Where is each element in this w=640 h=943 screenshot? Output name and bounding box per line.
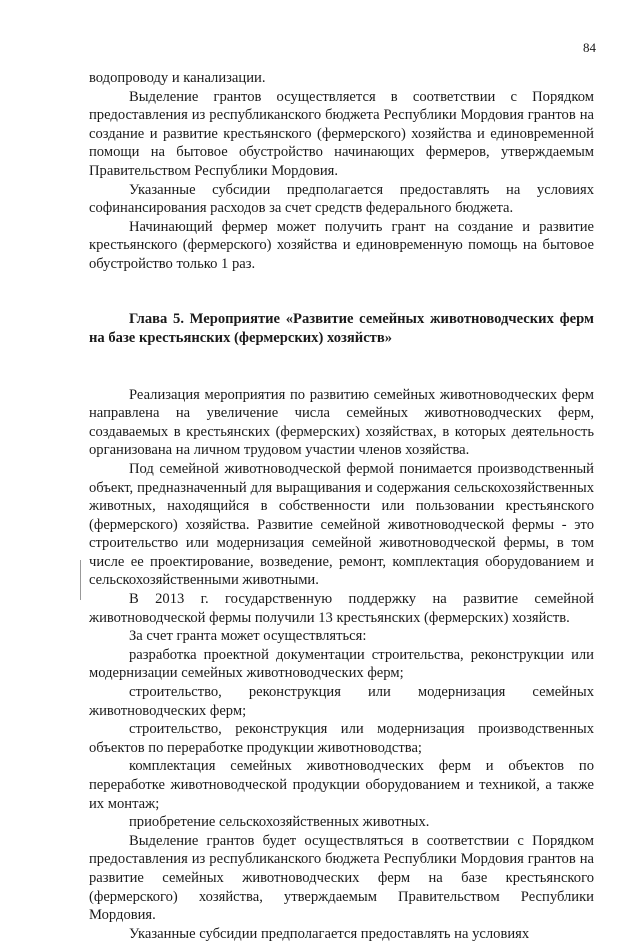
paragraph: разработка проектной документации строительства, реконструкции или модернизации семейных животноводческих ферм; [89,646,594,682]
paragraph: Выделение грантов будет осуществляться в соответствии с Порядком предоставления из республиканского бюджета Республики Мордовия грантов на развитие семейных животноводческих ферм на базе крестьянского (фермерского) хозяйства, утверждаемым Правительством Республики Мордовия. [89,832,594,924]
document-body [89,69,594,943]
chapter-heading: Глава 5. Мероприятие «Развитие семейных животноводческих ферм на базе крестьянских (фермерских) хозяйств» [89,310,594,346]
paragraph: Реализация мероприятия по развитию семейных животноводческих ферм направлена на увеличение числа семейных животноводческих ферм, создаваемых в крестьянских (фермерских) хозяйствах, в которых деятельность организована на личном трудовом участии членов хозяйства. [89,386,594,459]
paragraph: комплектация семейных животноводческих ферм и объектов по переработке животноводческой продукции оборудованием и техникой, а также их монтаж; [89,758,594,812]
section-1 [89,69,594,274]
page-number: 84 [583,40,596,55]
paragraph: За счет гранта может осуществляться: [129,628,367,645]
paragraph: Начинающий фермер может получить грант на создание и развитие крестьянского (фермерского) хозяйства и единовременную помощь на бытовое обустройство только 1 раз. [89,218,594,272]
paragraph: строительство, реконструкция или модернизация производственных объектов по переработке продукции животноводства; [89,721,594,756]
paragraph: строительство, реконструкция или модернизация семейных животноводческих ферм; [89,684,594,719]
paragraph: Под семейной животноводческой фермой понимается производственный объект, предназначенный для выращивания и содержания сельскохозяйственных животных, находящийся в собственности или пользовании крестьянского (фермерского) хозяйства. Развитие семейной животноводческой фермы - это строительство или модернизация семейной животноводческой фермы, в том числе ее проектирование, возведение, ремонт, комплектация оборудованием и сельскохозяйственными животными. [89,460,594,589]
paragraph: Указанные субсидии предполагается предоставлять на условиях софинансирования расходов за счет средств федерального бюджета. [89,181,594,217]
paragraph: водопроводу и канализации. [89,70,266,86]
paragraph: приобретение сельскохозяйственных животных. [129,814,430,831]
paragraph: Выделение грантов осуществляется в соответствии с Порядком предоставления из республиканского бюджета Республики Мордовия грантов на создание и развитие крестьянского (фермерского) хозяйства и единовременной помощи на бытовое обустройство начинающих фермеров, утверждаемым Правительством Республики Мордовия. [89,88,594,179]
section-2 [89,386,594,943]
paragraph: Указанные субсидии предполагается предоставлять на условиях [129,925,530,942]
margin-mark [80,560,81,600]
paragraph: В 2013 г. государственную поддержку на развитие семейной животноводческой фермы получили 13 крестьянских (фермерских) хозяйств. [89,591,594,626]
